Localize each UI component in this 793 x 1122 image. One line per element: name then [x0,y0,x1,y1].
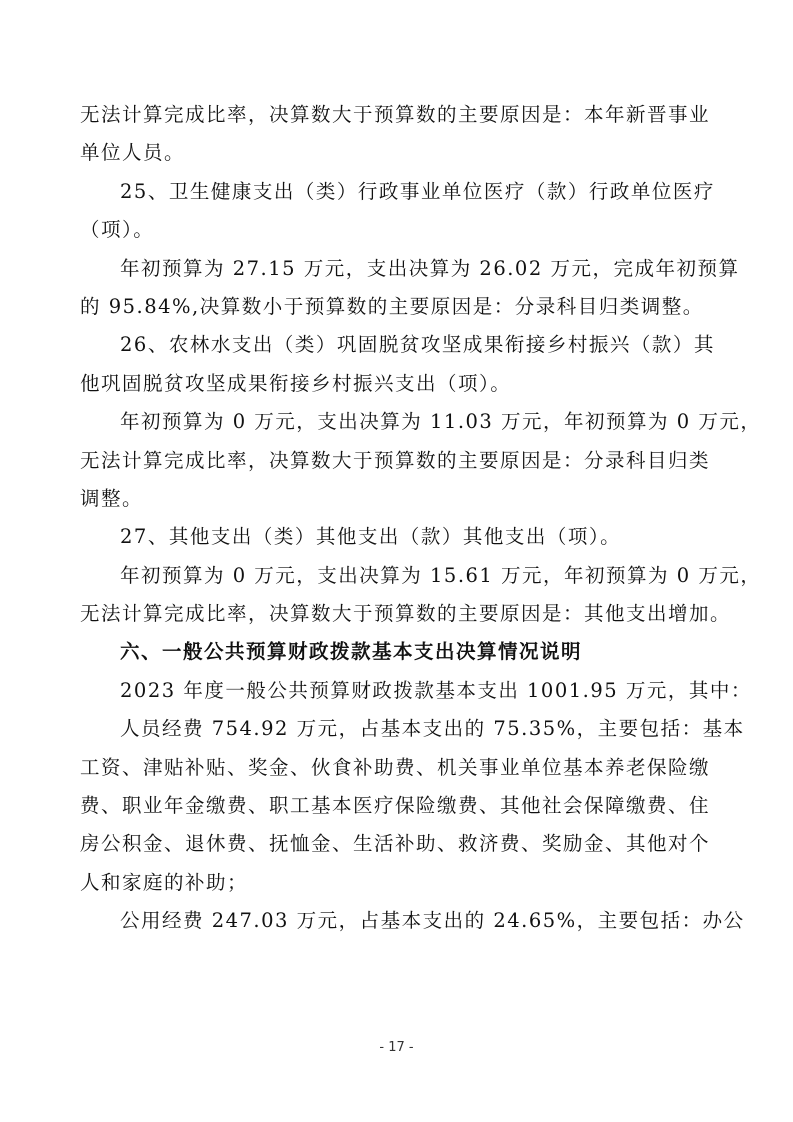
section-heading: 六、一般公共预算财政拨款基本支出决算情况说明 [120,640,583,664]
document-body [80,96,762,941]
text-line: 房公积金、退休费、抚恤金、生活补助、救济费、奖励金、其他对个 [80,832,711,856]
text-line: 费、职业年金缴费、职工基本医疗保险缴费、其他社会保障缴费、住 [80,794,711,818]
text-line: 调整。 [80,486,144,510]
text-line: 人和家庭的补助； [80,870,249,894]
text-line: （项）。 [80,218,155,242]
text-line: 工资、津贴补贴、奖金、伙食补助费、机关事业单位基本养老保险缴 [80,755,711,779]
text-line: 的 95.84%,决算数小于预算数的主要原因是：分录科目归类调整。 [80,294,704,318]
text-line: 年初预算为 27.15 万元，支出决算为 26.02 万元，完成年初预算 [120,256,740,280]
page-number: - 17 - [379,1040,414,1055]
text-line: 年初预算为 0 万元，支出决算为 15.61 万元，年初预算为 0 万元， [120,563,762,587]
text-line: 他巩固脱贫攻坚成果衔接乡村振兴支出（项）。 [80,371,512,395]
text-line: 年初预算为 0 万元，支出决算为 11.03 万元，年初预算为 0 万元， [120,410,762,434]
text-line: 2023 年度一般公共预算财政拨款基本支出 1001.95 万元，其中： [120,678,752,702]
text-line: 人员经费 754.92 万元，占基本支出的 75.35%，主要包括：基本 [120,717,745,741]
item-heading-26: 26、农林水支出（类）巩固脱贫攻坚成果衔接乡村振兴（款）其 [120,333,715,357]
text-line: 无法计算完成比率，决算数大于预算数的主要原因是：分录科目归类 [80,448,711,472]
text-line: 无法计算完成比率，决算数大于预算数的主要原因是：本年新晋事业 [80,103,711,126]
item-heading-25: 25、卫生健康支出（类）行政事业单位医疗（款）行政单位医疗 [120,179,715,203]
text-line: 无法计算完成比率，决算数大于预算数的主要原因是：其他支出增加。 [80,602,732,626]
text-line: 单位人员。 [80,141,186,165]
text-line: 公用经费 247.03 万元，占基本支出的 24.65%，主要包括：办公 [120,909,745,933]
item-heading-27: 27、其他支出（类）其他支出（款）其他支出（项）。 [120,525,622,549]
